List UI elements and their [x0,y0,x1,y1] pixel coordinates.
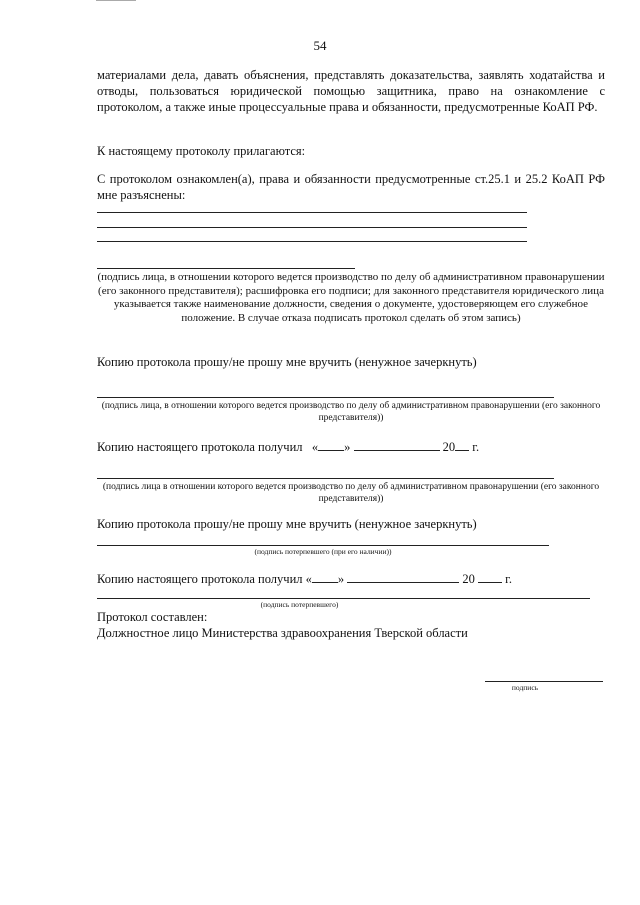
signature-note-1: (подпись лица, в отношении которого ведется производство по делу об административном правонарушении (его законного представителя); расшифровка его подписи; для законного представителя юридического лица указывается также наименование должности, сведения о документе, удостоверяющем его служебное положение. В случае отказа подписать протокол сделать об этом запись) [97,271,605,324]
final-signature-label: подпись [511,683,539,692]
year-prefix: 20 [442,440,456,454]
page-number: 54 [313,38,327,53]
month-blank[interactable] [354,438,440,451]
scan-edge-mark [96,0,136,1]
copy-request-1: Копию протокола прошу/не прошу мне вручить (ненужное зачеркнуть) [97,355,477,369]
copy-received-prefix: Копию настоящего протокола получил [97,572,303,586]
signature-line [97,397,554,398]
day-blank[interactable] [318,438,344,451]
signature-line [97,212,527,213]
compiled-label: Протокол составлен: [97,610,208,624]
signature-note-5: (подпись потерпевшего) [260,600,339,609]
year-suffix: г. [505,572,512,586]
signature-line [97,545,549,546]
signature-line [97,227,527,228]
year-suffix: г. [472,440,480,454]
open-quote: « [305,572,312,586]
signature-line [97,241,527,242]
copy-request-2: Копию протокола прошу/не прошу мне вручить (ненужное зачеркнуть) [97,517,477,531]
signature-note-2: (подпись лица, в отношении которого ведется производство по делу об административном правонарушении (его законного представителя)) [101,401,601,423]
year-prefix: 20 [462,572,475,586]
year-blank[interactable] [478,570,502,583]
copy-received-prefix: Копию настоящего протокола получил [97,440,303,454]
month-blank[interactable] [347,570,459,583]
signature-note-4: (подпись потерпевшего (при его наличии)) [254,547,392,556]
official-label: Должностное лицо Министерства здравоохранения Тверской области [97,626,468,640]
close-quote: » [344,440,351,454]
signature-line [97,268,355,269]
open-quote: « [311,440,319,454]
acquainted-paragraph: С протоколом ознакомлен(а), права и обязанности предусмотренные ст.25.1 и 25.2 КоАП РФ мне разъяснены: [97,172,605,202]
copy-received-1 [97,438,479,455]
year-blank[interactable] [455,438,469,451]
signature-note-3: (подпись лица в отношении которого ведется производство по делу об административном правонарушении (его законного представителя)) [102,482,600,504]
intro-paragraph: материалами дела, давать объяснения, представлять доказательства, заявлять ходатайства и отводы, пользоваться юридической помощью защитника, право на ознакомление с протоколом, а также иные процессуальные права и обязанности, предусмотренные КоАП РФ. [97,68,605,114]
signature-line [485,681,603,682]
signature-line [97,598,590,599]
day-blank[interactable] [312,570,338,583]
signature-line [97,478,554,479]
attachments-label: К настоящему протоколу прилагаются: [97,144,306,158]
copy-received-2 [97,570,512,587]
close-quote: » [337,572,345,586]
